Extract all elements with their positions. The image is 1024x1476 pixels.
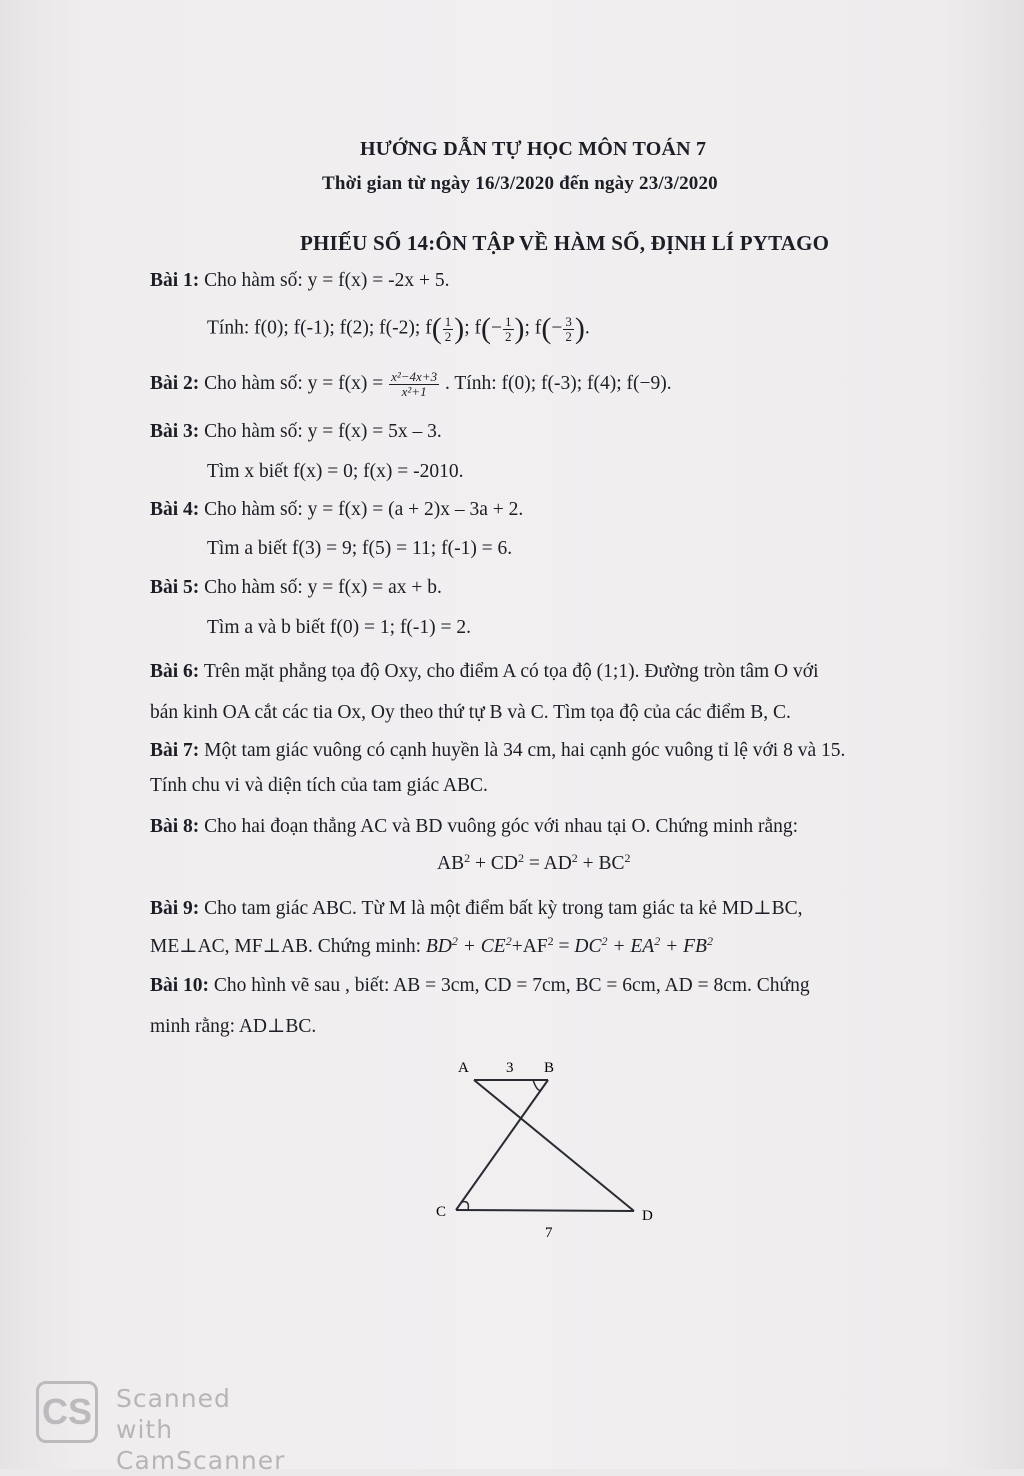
exercise-10 <box>150 975 810 997</box>
exercise-label: Bài 3: <box>150 421 200 442</box>
geometry-figure <box>420 1050 680 1250</box>
exercise-label: Bài 4: <box>150 499 200 520</box>
exercise-5-task: Tìm a và b biết f(0) = 1; f(-1) = 2. <box>207 617 472 638</box>
exercise-text: Cho hàm số: y = f(x) = (a + 2)x – 3a + 2. <box>204 499 524 520</box>
worksheet-title: PHIẾU SỐ 14:ÔN TẬP VỀ HÀM SỐ, ĐỊNH LÍ PYTAGO <box>300 231 830 255</box>
label-cd-length: 7 <box>545 1225 553 1241</box>
exercise-text: Cho hình vẽ sau , biết: AB = 3cm, CD = 7cm, BC = 6cm, AD = 8cm. Chứng <box>213 975 810 996</box>
exercise-6-line-2: bán kinh OA cắt các tia Ox, Oy theo thứ tự B và C. Tìm tọa độ của các điểm B, C. <box>150 702 791 723</box>
exercise-4 <box>150 499 523 521</box>
exercise-1-task: Tính: f(0); f(-1); f(2); f(-2); f( $\frac{1}{2}$ ); f(− $\frac{1}{2}$ ); f(− $\frac{3}{2}$ ). <box>207 312 590 345</box>
exercise-10-line-2: minh rằng: AD⊥BC. <box>150 1016 317 1037</box>
exercise-text: Cho tam giác ABC. Từ M là một điểm bất kỳ trong tam giác ta kẻ MD⊥BC, <box>204 898 803 919</box>
exercise-label: Bài 8: <box>150 816 200 837</box>
exercise-text: Cho hàm số: y = f(x) = ax + b. <box>204 577 442 598</box>
exercise-label: Bài 6: <box>150 661 200 682</box>
fraction: $\frac{3}{2}$ <box>565 313 572 344</box>
exercise-7-line-2: Tính chu vi và diện tích của tam giác ABC. <box>150 775 488 796</box>
fraction: $\frac{1}{2}$ <box>444 313 452 344</box>
exercise-text: Cho hai đoạn thẳng AC và BD vuông góc với nhau tại O. Chứng minh rằng: <box>204 816 799 837</box>
exercise-task: . Tính: f(0); f(-3); f(4); f(−9). <box>444 372 672 394</box>
exercise-label: Bài 7: <box>150 740 200 761</box>
exercise-text: ME⊥AC, MF⊥AB. Chứng minh: <box>150 936 421 957</box>
exercise-text: Cho hàm số: y = f(x) = -2x + 5. <box>204 270 450 291</box>
camscanner-logo-icon: CS <box>36 1381 98 1443</box>
exercise-6 <box>150 661 819 683</box>
exercise-5 <box>150 577 442 599</box>
exercise-1 <box>150 270 449 292</box>
watermark-text: Scanned with CamScanner <box>116 1384 286 1475</box>
exercise-text: Một tam giác vuông có cạnh huyền là 34 cm, hai cạnh góc vuông tỉ lệ với 8 và 15. <box>204 740 846 761</box>
label-ab-length: 3 <box>506 1060 514 1076</box>
date-range: Thời gian từ ngày 16/3/2020 đến ngày 23/3/2020 <box>322 173 718 194</box>
document-title: HƯỚNG DẪN TỰ HỌC MÔN TOÁN 7 <box>360 138 707 160</box>
exercise-label: Bài 2: <box>150 372 200 394</box>
exercise-label: Bài 10: <box>150 975 210 996</box>
fraction: $\frac{\text{x²−4x+3}}{\text{x²+1}}$ <box>391 369 438 399</box>
label-c: C <box>436 1204 447 1220</box>
exercise-text: Cho hàm số: y = f(x) = 5x – 3. <box>204 421 442 442</box>
exercise-9-line-2: ME⊥AC, MF⊥AB. Chứng minh: $BD^2 + CE^2+AF^2 = DC^2 + EA^2 + FB^2$ <box>150 934 713 957</box>
exercise-3-task: Tìm x biết f(x) = 0; f(x) = -2010. <box>207 461 464 482</box>
label-b: B <box>544 1060 555 1076</box>
exercise-4-task: Tìm a biết f(3) = 9; f(5) = 11; f(-1) = 6. <box>207 538 513 559</box>
exercise-3 <box>150 421 442 443</box>
exercise-text: Cho hàm số: y = f(x) = <box>204 372 384 394</box>
label-d: D <box>642 1208 653 1224</box>
label-a: A <box>458 1060 469 1076</box>
exercise-text: Trên mặt phẳng tọa độ Oxy, cho điểm A có tọa độ (1;1). Đường tròn tâm O với <box>203 661 819 682</box>
segment-cd <box>456 1210 634 1211</box>
exercise-7 <box>150 740 845 762</box>
segment-ad <box>474 1080 634 1211</box>
exercise-8 <box>150 816 798 838</box>
angle-mark-c <box>462 1202 468 1210</box>
task-text: Tính: f(0); f(-1); f(2); f(-2); <box>207 317 421 339</box>
segment-bc <box>456 1080 548 1210</box>
exercise-label: Bài 5: <box>150 577 200 598</box>
exercise-2 <box>150 370 672 399</box>
exercise-label: Bài 1: <box>150 270 200 291</box>
exercise-9 <box>150 896 802 920</box>
exercise-label: Bài 9: <box>150 898 200 919</box>
fraction: $\frac{1}{2}$ <box>505 313 512 344</box>
exercise-8-formula: $AB^2 + CD^2 = AD^2 + BC^2$ <box>437 851 631 874</box>
